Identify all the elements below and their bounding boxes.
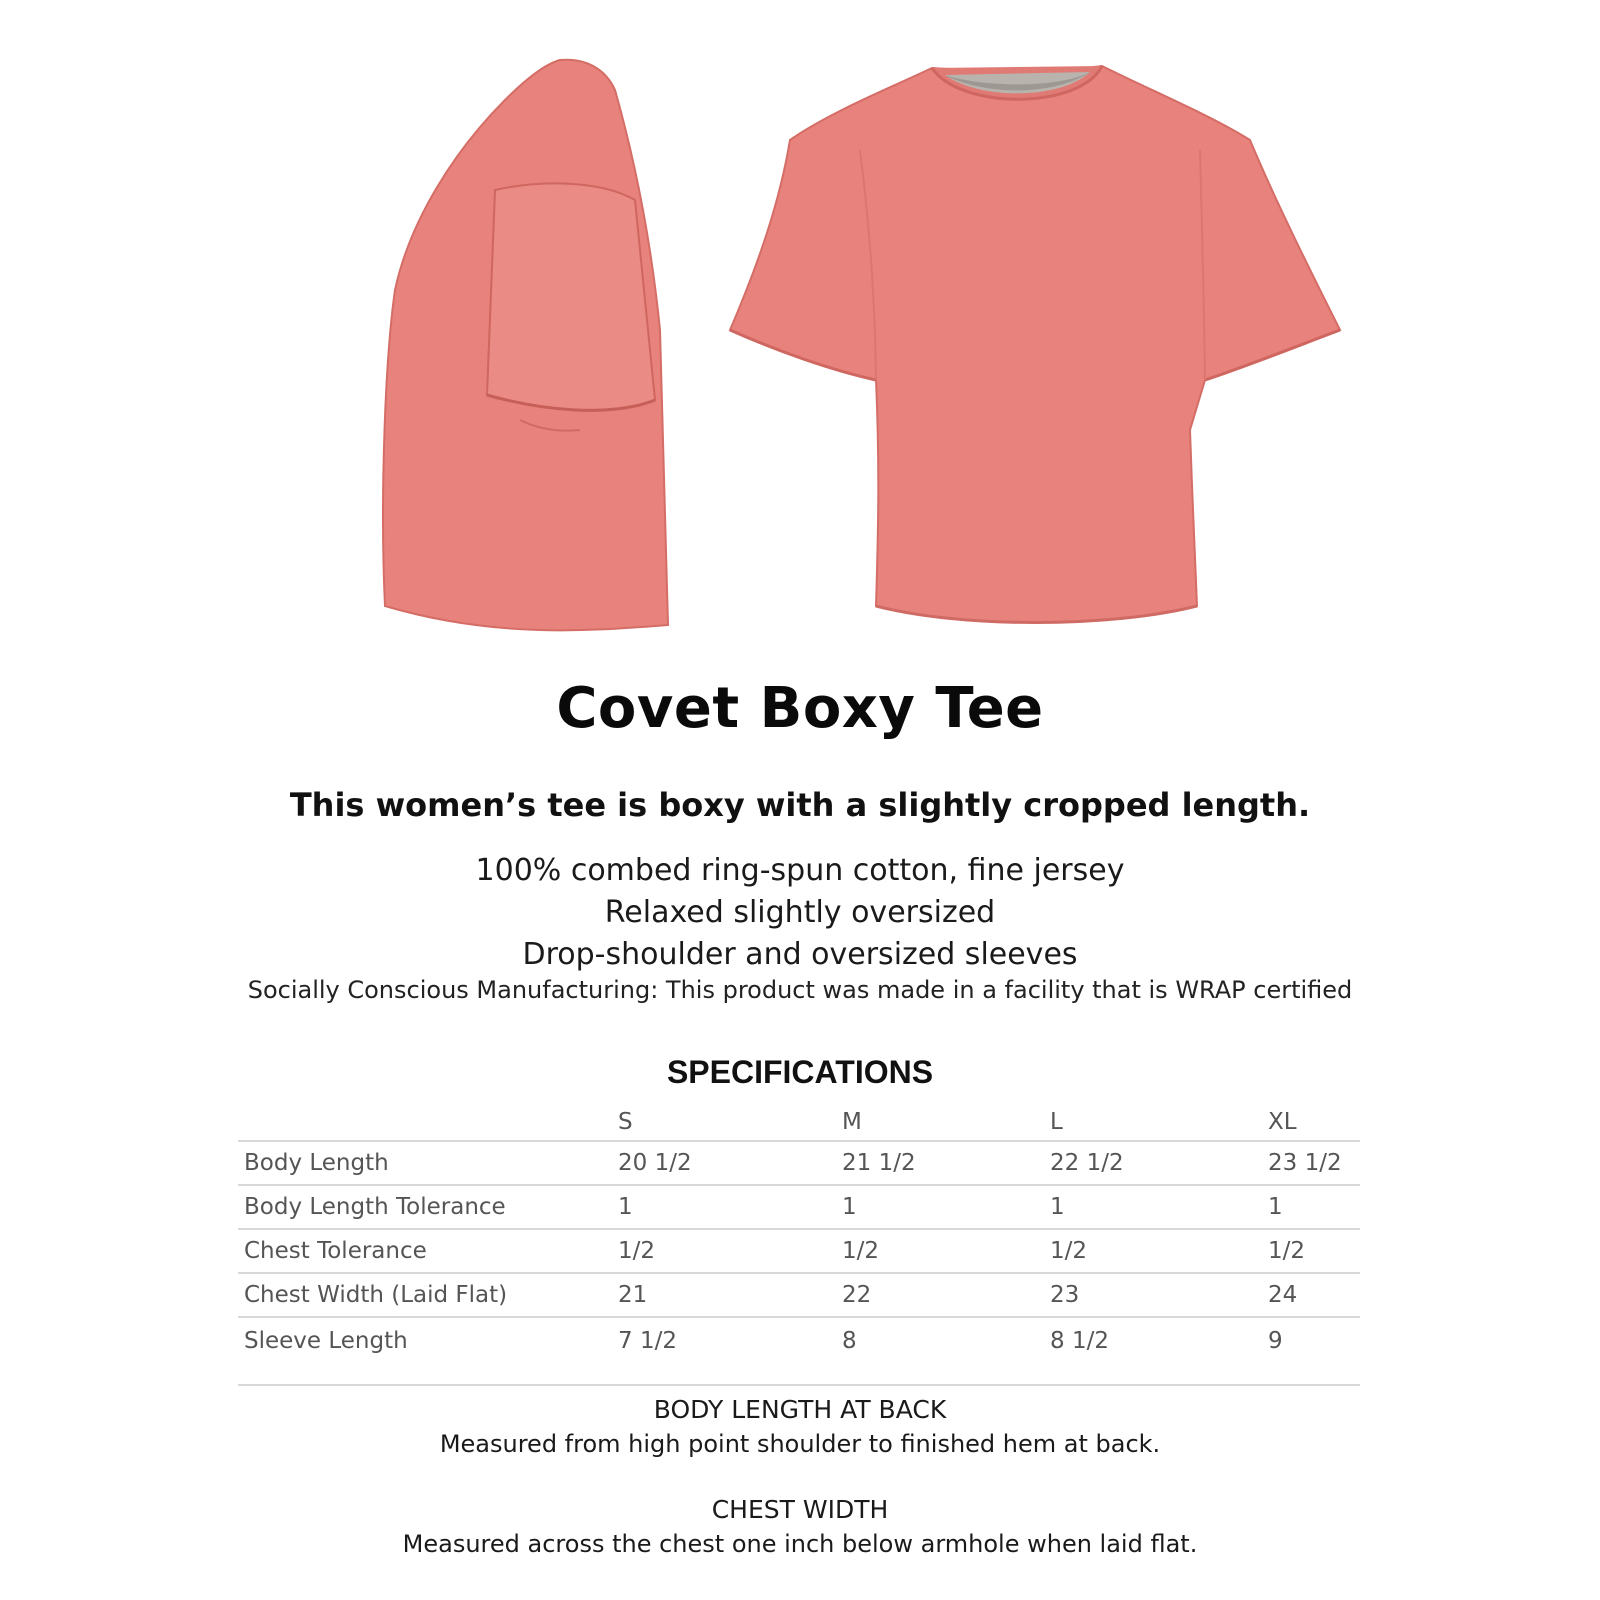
- size-header-s: S: [612, 1104, 836, 1141]
- size-header-blank: [238, 1104, 612, 1141]
- row-label-chest-width: Chest Width (Laid Flat): [238, 1273, 612, 1317]
- table-row: [238, 1141, 1360, 1185]
- row-label-body-length-tolerance: Body Length Tolerance: [238, 1185, 612, 1229]
- specifications-heading: SPECIFICATIONS: [666, 1054, 934, 1090]
- body-length-note-heading: BODY LENGTH AT BACK: [653, 1395, 947, 1424]
- chest-width-note-text: Measured across the chest one inch below armhole when laid flat.: [402, 1530, 1198, 1558]
- table-cell: 1/2: [836, 1229, 1044, 1273]
- table-row: [238, 1229, 1360, 1273]
- table-cell: 1/2: [1262, 1229, 1360, 1273]
- table-row: [238, 1317, 1360, 1385]
- table-cell: 8 1/2: [1044, 1317, 1262, 1385]
- row-label-sleeve-length: Sleeve Length: [238, 1317, 612, 1385]
- product-tagline: This women’s tee is boxy with a slightly cropped length.: [289, 786, 1311, 824]
- product-images: [0, 0, 1600, 660]
- size-header-row: [238, 1104, 1360, 1141]
- chest-width-note-heading: CHEST WIDTH: [711, 1495, 889, 1524]
- row-label-body-length: Body Length: [238, 1141, 612, 1185]
- table-cell: 1: [1262, 1185, 1360, 1229]
- table-row: [238, 1273, 1360, 1317]
- table-cell: 20 1/2: [612, 1141, 836, 1185]
- table-row: [238, 1185, 1360, 1229]
- size-header-l: L: [1044, 1104, 1262, 1141]
- tee-front-view: [730, 66, 1340, 623]
- certification-text: Socially Conscious Manufacturing: This product was made in a facility that is WRAP certified: [247, 976, 1353, 1004]
- specifications-table: [238, 1104, 1360, 1386]
- table-cell: 22 1/2: [1044, 1141, 1262, 1185]
- tee-side-view: [383, 60, 668, 631]
- feature-item: Drop-shoulder and oversized sleeves: [522, 937, 1078, 972]
- table-cell: 9: [1262, 1317, 1360, 1385]
- feature-item: 100% combed ring-spun cotton, fine jersey: [475, 853, 1125, 888]
- body-length-note-text: Measured from high point shoulder to finished hem at back.: [439, 1430, 1161, 1458]
- table-cell: 22: [836, 1273, 1044, 1317]
- table-cell: 1: [836, 1185, 1044, 1229]
- table-cell: 1/2: [1044, 1229, 1262, 1273]
- size-header-m: M: [836, 1104, 1044, 1141]
- table-cell: 1: [612, 1185, 836, 1229]
- table-cell: 23: [1044, 1273, 1262, 1317]
- body-length-note: [0, 1393, 1600, 1461]
- table-cell: 8: [836, 1317, 1044, 1385]
- table-cell: 23 1/2: [1262, 1141, 1360, 1185]
- chest-width-note: [0, 1493, 1600, 1561]
- table-cell: 7 1/2: [612, 1317, 836, 1385]
- product-title: Covet Boxy Tee: [556, 676, 1044, 741]
- size-header-xl: XL: [1262, 1104, 1360, 1141]
- table-cell: 24: [1262, 1273, 1360, 1317]
- table-cell: 21: [612, 1273, 836, 1317]
- feature-list: [0, 850, 1600, 976]
- product-photos: [0, 0, 1600, 660]
- table-cell: 21 1/2: [836, 1141, 1044, 1185]
- table-cell: 1/2: [612, 1229, 836, 1273]
- feature-item: Relaxed slightly oversized: [604, 895, 996, 930]
- table-cell: 1: [1044, 1185, 1262, 1229]
- row-label-chest-tolerance: Chest Tolerance: [238, 1229, 612, 1273]
